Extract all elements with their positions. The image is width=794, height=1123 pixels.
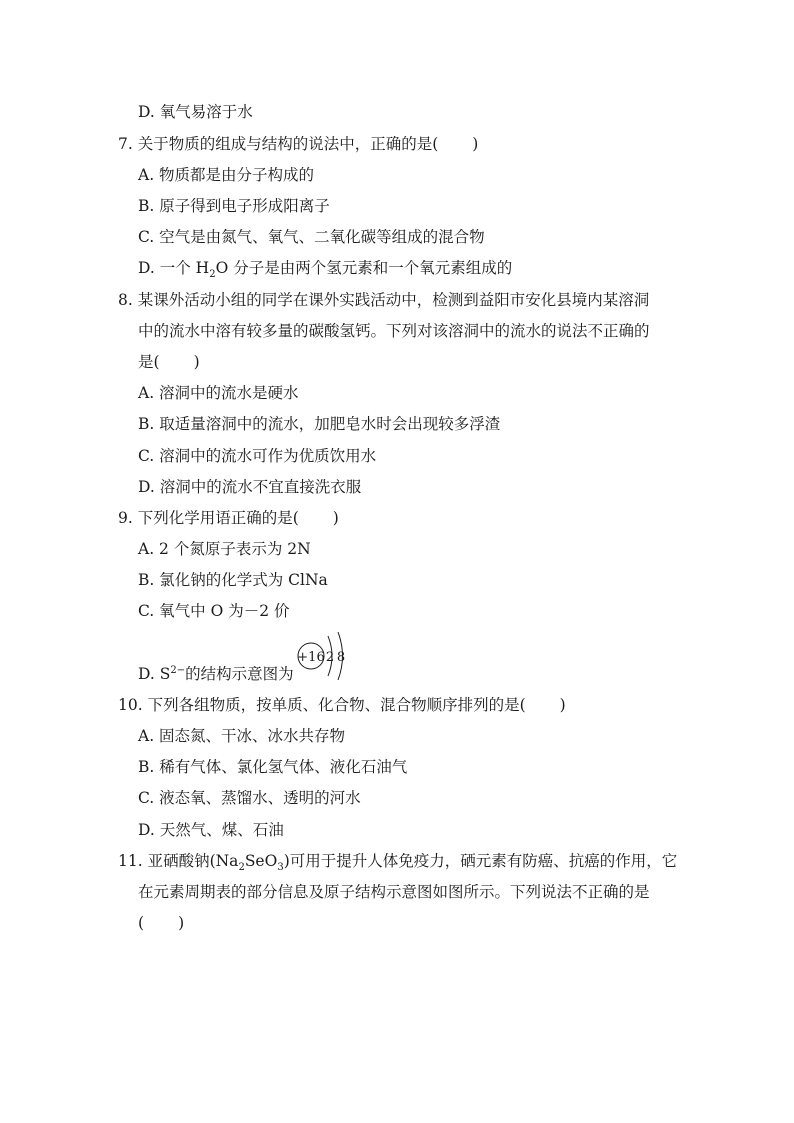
q11-stem-line3-text: ( xyxy=(138,914,145,932)
q7-stem-text: 7. 关于物质的组成与结构的说法中，正确的是( xyxy=(118,135,439,153)
q10-option-a: A. 固态氮、干冰、冰水共存物 xyxy=(138,727,346,745)
shell-2-electrons: 8 xyxy=(336,650,346,665)
q7-option-d-post: O 分子是由两个氢元素和一个氧元素组成的 xyxy=(215,259,513,277)
shell-1-electrons: 2 xyxy=(325,650,335,665)
q7-option-c: C. 空气是由氮气、氧气、二氧化碳等组成的混合物 xyxy=(138,228,485,246)
q8-stem-close: ) xyxy=(193,353,200,371)
q8-stem-line2: 中的流水中溶有较多量的碳酸氢钙。下列对该溶洞中的流水的说法不正确的 xyxy=(138,322,650,340)
q10-stem-text: 10. 下列各组物质，按单质、化合物、混合物顺序排列的是( xyxy=(118,696,526,714)
q11-stem-close: ) xyxy=(178,914,185,932)
q9-option-d-sup: 2− xyxy=(170,665,186,676)
q7-option-d-pre: D. 一个 H xyxy=(138,259,210,277)
q11-line1-post: )可用于提升人体免疫力，硒元素有防癌、抗癌的作用，它 xyxy=(283,852,678,870)
q10-stem xyxy=(118,695,566,715)
q11-line1-mid: SeO xyxy=(244,852,278,870)
q11-stem-line2: 在元素周期表的部分信息及原子结构示意图如图所示。下列说法不正确的是 xyxy=(138,883,650,901)
sulfur-ion-structure-diagram xyxy=(294,626,354,682)
q8-stem-line3 xyxy=(138,352,200,372)
q9-option-c: C. 氧气中 O 为－2 价 xyxy=(138,602,290,620)
q11-line1-pre: 11. 亚硒酸钠(Na xyxy=(118,852,239,870)
q10-option-c: C. 液态氧、蒸馏水、透明的河水 xyxy=(138,789,361,807)
q8-option-d: D. 溶洞中的流水不宜直接洗衣服 xyxy=(138,478,362,496)
q11-line1-sub2: 3 xyxy=(277,862,284,873)
q8-option-a: A. 溶洞中的流水是硬水 xyxy=(138,384,299,402)
q9-option-a: A. 2 个氮原子表示为 2N xyxy=(138,540,311,558)
q7-stem-close: ) xyxy=(472,135,479,153)
q11-line1-sub1: 2 xyxy=(238,862,245,873)
q9-option-d xyxy=(138,664,294,687)
q8-option-c: C. 溶洞中的流水可作为优质饮用水 xyxy=(138,447,377,465)
q9-option-d-pre: D. S xyxy=(138,665,171,683)
nucleus-charge: +16 xyxy=(297,650,325,665)
q7-stem xyxy=(118,134,478,154)
q7-option-a: A. 物质都是由分子构成的 xyxy=(138,166,315,184)
q6-option-d: D. 氧气易溶于水 xyxy=(138,103,253,121)
q10-stem-close: ) xyxy=(559,696,566,714)
q10-option-b: B. 稀有气体、氯化氢气体、液化石油气 xyxy=(138,758,408,776)
q9-stem-text: 9. 下列化学用语正确的是( xyxy=(118,509,299,527)
q11-stem-line1 xyxy=(118,851,677,874)
q10-option-d: D. 天然气、煤、石油 xyxy=(138,821,284,839)
q8-option-b: B. 取适量溶洞中的流水，加肥皂水时会出现较多浮渣 xyxy=(138,415,501,433)
q7-option-d-sub: 2 xyxy=(209,269,216,280)
q8-stem-line1: 8. 某课外活动小组的同学在课外实践活动中，检测到益阳市安化县境内某溶洞 xyxy=(118,291,650,309)
q8-stem-line3-text: 是( xyxy=(138,353,160,371)
q7-option-d xyxy=(138,258,512,281)
q9-stem xyxy=(118,508,339,528)
q9-option-b: B. 氯化钠的化学式为 ClNa xyxy=(138,571,328,589)
q7-option-b: B. 原子得到电子形成阳离子 xyxy=(138,197,330,215)
q9-option-d-post: 的结构示意图为 xyxy=(185,665,294,683)
q9-stem-close: ) xyxy=(332,509,339,527)
q11-stem-line3 xyxy=(138,913,184,933)
